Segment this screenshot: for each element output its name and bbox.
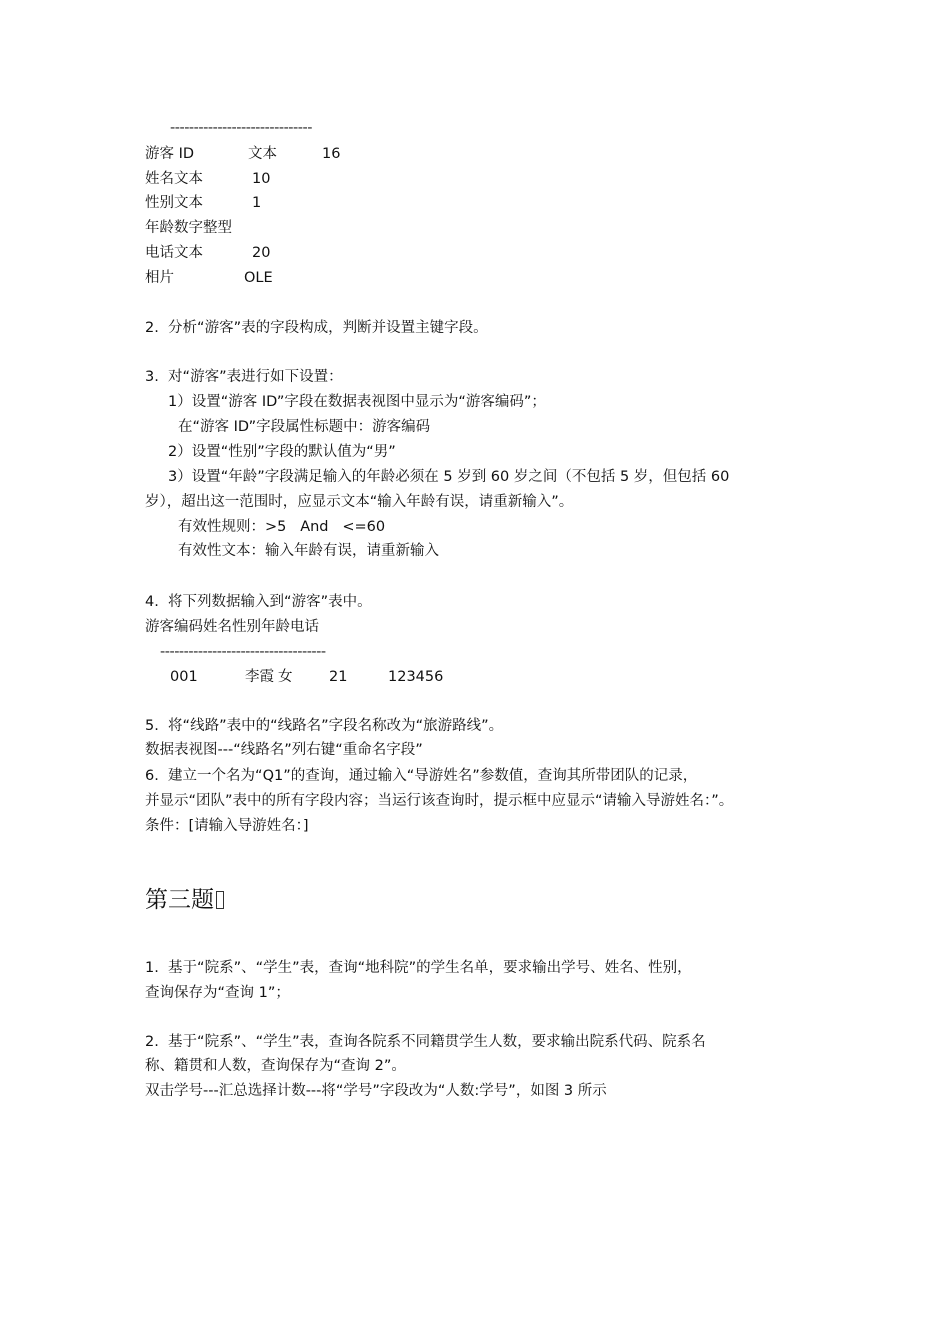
question-6-line-2: 并显示“团队”表中的所有字段内容；当运行该查询时，提示框中应显示“请输入导游姓名：”。 [145, 793, 734, 809]
row-phone: 123456 [388, 669, 444, 685]
section3-question-1-line-1: 1. 基于“院系”、“学生”表，查询“地科院”的学生名单，要求输出学号、姓名、性别， [145, 960, 692, 976]
question-3-step-1-answer: 在“游客 ID”字段属性标题中：游客编码 [178, 419, 431, 435]
field-type: 文本 [174, 195, 203, 211]
field-name: 电话 [145, 245, 174, 261]
question-3-step-1: 1）设置“游客 ID”字段在数据表视图中显示为“游客编码”； [168, 394, 546, 410]
row-age: 21 [329, 669, 348, 685]
question-6-condition: 条件：[请输入导游姓名：] [145, 818, 309, 834]
question-3-step-2: 2）设置“性别”字段的默认值为“男” [168, 444, 396, 460]
field-type: 文本 [174, 171, 203, 187]
field-size: 1 [252, 195, 262, 211]
field-type: 数字整型 [174, 220, 232, 236]
field-name: 游客 ID [145, 146, 195, 162]
section3-question-2-line-2: 称、籍贯和人数，查询保存为“查询 2”。 [145, 1058, 406, 1074]
question-5-title: 5. 将“线路”表中的“线路名”字段名称改为“旅游路线”。 [145, 718, 504, 734]
field-name: 相片 [145, 270, 174, 286]
section3-question-2-answer: 双击学号---汇总选择计数---将“学号”字段改为“人数:学号”，如图 3 所示 [145, 1083, 607, 1099]
field-size: 16 [322, 146, 341, 162]
question-3-title: 3. 对“游客”表进行如下设置： [145, 369, 343, 385]
field-type: 文本 [174, 245, 203, 261]
question-4-title: 4. 将下列数据输入到“游客”表中。 [145, 594, 372, 610]
question-2: 2. 分析“游客”表的字段构成，判断并设置主键字段。 [145, 320, 488, 336]
section-heading-text: 第三题 [145, 887, 214, 913]
field-size: 10 [252, 171, 271, 187]
question-3-step-3: 3）设置“年龄”字段满足输入的年龄必须在 5 岁到 60 岁之间（不包括 5 岁，但包括 60 [168, 469, 730, 485]
field-type: 文本 [248, 146, 277, 162]
question-6-line-1: 6. 建立一个名为“Q1”的查询，通过输入“导游姓名”参数值，查询其所带团队的记录， [145, 768, 698, 784]
validation-text: 有效性文本：输入年龄有误，请重新输入 [178, 543, 439, 559]
section3-question-1-line-2: 查询保存为“查询 1”； [145, 985, 290, 1001]
separator-line: ----------------------------------- [160, 644, 326, 660]
row-name: 李霞 [245, 669, 274, 685]
question-5-answer: 数据表视图---“线路名”列右键“重命名字段” [145, 742, 423, 758]
field-name: 年龄 [145, 220, 174, 236]
row-gender: 女 [278, 669, 293, 685]
separator-line: ------------------------------ [170, 120, 312, 136]
data-table-header: 游客编码姓名性别年龄电话 [145, 619, 319, 635]
validation-rule: 有效性规则：>5 And <=60 [178, 519, 386, 535]
field-name: 姓名 [145, 171, 174, 187]
section-heading [145, 885, 224, 915]
question-3-step-3-cont: 岁），超出这一范围时，应显示文本“输入年龄有误，请重新输入”。 [145, 494, 574, 510]
field-name: 性别 [145, 195, 174, 211]
field-size: OLE [244, 270, 273, 286]
section3-question-2-line-1: 2. 基于“院系”、“学生”表，查询各院系不同籍贯学生人数，要求输出院系代码、院系名 [145, 1034, 706, 1050]
missing-glyph-icon [216, 891, 224, 909]
field-size: 20 [252, 245, 271, 261]
row-id: 001 [170, 669, 198, 685]
